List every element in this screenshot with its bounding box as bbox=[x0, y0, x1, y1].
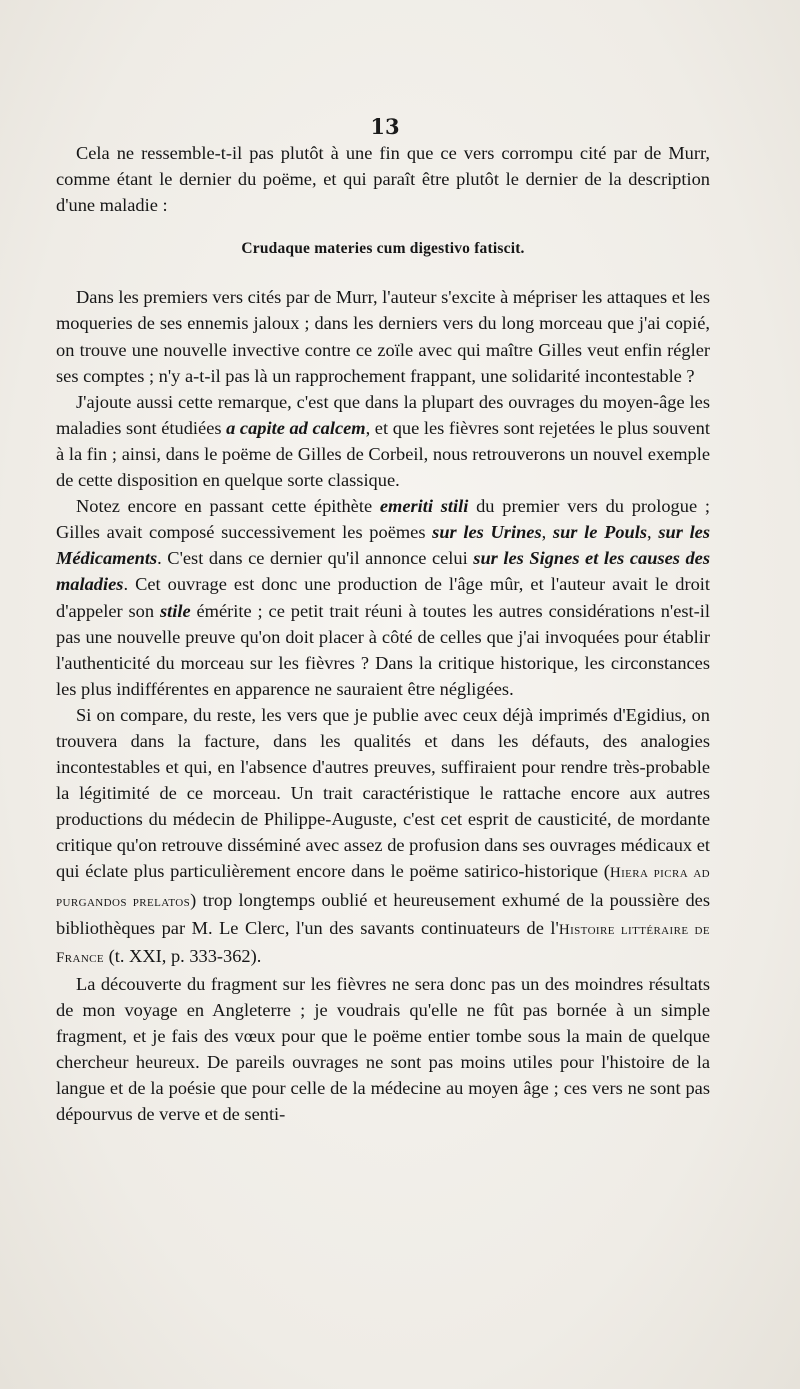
italic-phrase: sur le Pouls bbox=[552, 522, 648, 543]
small-caps-title: Histoire littéraire de France bbox=[56, 921, 710, 966]
paragraph-4: Notez encore en passant cette épithète emeriti stili du premier vers du prologue ; Gilles avait composé successivement les poëmes sur les Urines, sur le Pouls, sur les Médicaments. C'est dans ce dernier qu'il annonce celui sur les Signes et les causes des maladies. Cet ouvrage est donc une production de l'âge mûr, et l'auteur avait le droit d'appeler son stile émérite ; ce petit trait réuni à toutes les autres considérations n'est-il pas une nouvelle preuve qu'on doit placer à côté de celles que j'ai invoquées pour établir l'authenticité du morceau sur les fièvres ? Dans la critique historique, les circonstances les plus indifférentes en apparence ne sauraient être négligées. bbox=[56, 496, 711, 699]
italic-phrase: emeriti stili bbox=[379, 496, 469, 517]
paragraph-1: Cela ne ressemble-t-il pas plutôt à une fin que ce vers corrompu cité par de Murr, comme étant le dernier du poëme, et qui paraît être plutôt le dernier de la description d'une maladie : bbox=[56, 143, 710, 216]
italic-phrase: stile bbox=[159, 600, 191, 621]
italic-phrase: sur les Signes et les causes des maladies bbox=[56, 548, 710, 595]
italic-phrase: sur les Urines bbox=[432, 522, 542, 543]
paragraph-3: J'ajoute aussi cette remarque, c'est que dans la plupart des ouvrages du moyen-âge les maladies sont étudiées a capite ad calcem, et que les fièvres sont rejetées le plus souvent à la fin ; ainsi, dans le poëme de Gilles de Corbeil, nous retrouverons un nouvel exemple de cette disposition en quelque sorte classique. bbox=[56, 391, 710, 491]
italic-phrase: sur les Médicaments bbox=[56, 522, 711, 569]
body-text bbox=[56, 140, 710, 1127]
paragraph-5: Si on compare, du reste, les vers que je publie avec ceux déjà imprimés d'Egidius, on trouvera dans la facture, dans les qualités et dans les défauts, des analogies incontestables et qui, en l'absence d'autres preuves, suffiraient pour rendre très-probable la légitimité de ce morceau. Un trait caractéristique le rattache encore aux autres productions du médecin de Philippe-Auguste, c'est cet esprit de causticité, de mordante critique qu'on retrouve disséminé avec assez de profusion dans ses ouvrages médicaux et qui éclate plus particulièrement encore dans le poëme satirico-historique (Hiera picra ad purgandos prelatos) trop longtemps oublié et heureusement exhumé de la poussière des bibliothèques par M. Le Clerc, l'un des savants continuateurs de l'Histoire littéraire de France (t. XXI, p. 333-362). bbox=[56, 704, 711, 966]
italic-phrase: a capite ad calcem bbox=[226, 417, 366, 438]
paragraph-6: La découverte du fragment sur les fièvres ne sera donc pas un des moindres résultats de mon voyage en Angleterre ; je voudrais qu'elle ne fût pas bornée à un simple fragment, et je fais des vœux pour que le poëme entier tombe sous la main de quelque chercheur heureux. De pareils ouvrages ne sont pas moins utiles pour l'histoire de la langue et de la poésie que pour celle de la médecine au moyen âge ; ces vers ne sont pas dépourvus de verve et de senti- bbox=[56, 973, 710, 1125]
latin-quote: Crudaque materies cum digestivo fatiscit. bbox=[241, 240, 525, 258]
small-caps-title: Hiera picra ad purgandos prelatos bbox=[56, 865, 711, 910]
paragraph-2: Dans les premiers vers cités par de Murr, l'auteur s'excite à mépriser les attaques et les moqueries de ses ennemis jaloux ; dans les derniers vers du long morceau que j'ai copié, on trouve une nouvelle invective contre ce zoïle avec qui maître Gilles veut enfin régler ses comptes ; n'y a-t-il pas là un rapprochement frappant, une solidarité incontestable ? bbox=[56, 287, 711, 386]
page-number: 13 bbox=[370, 114, 400, 139]
